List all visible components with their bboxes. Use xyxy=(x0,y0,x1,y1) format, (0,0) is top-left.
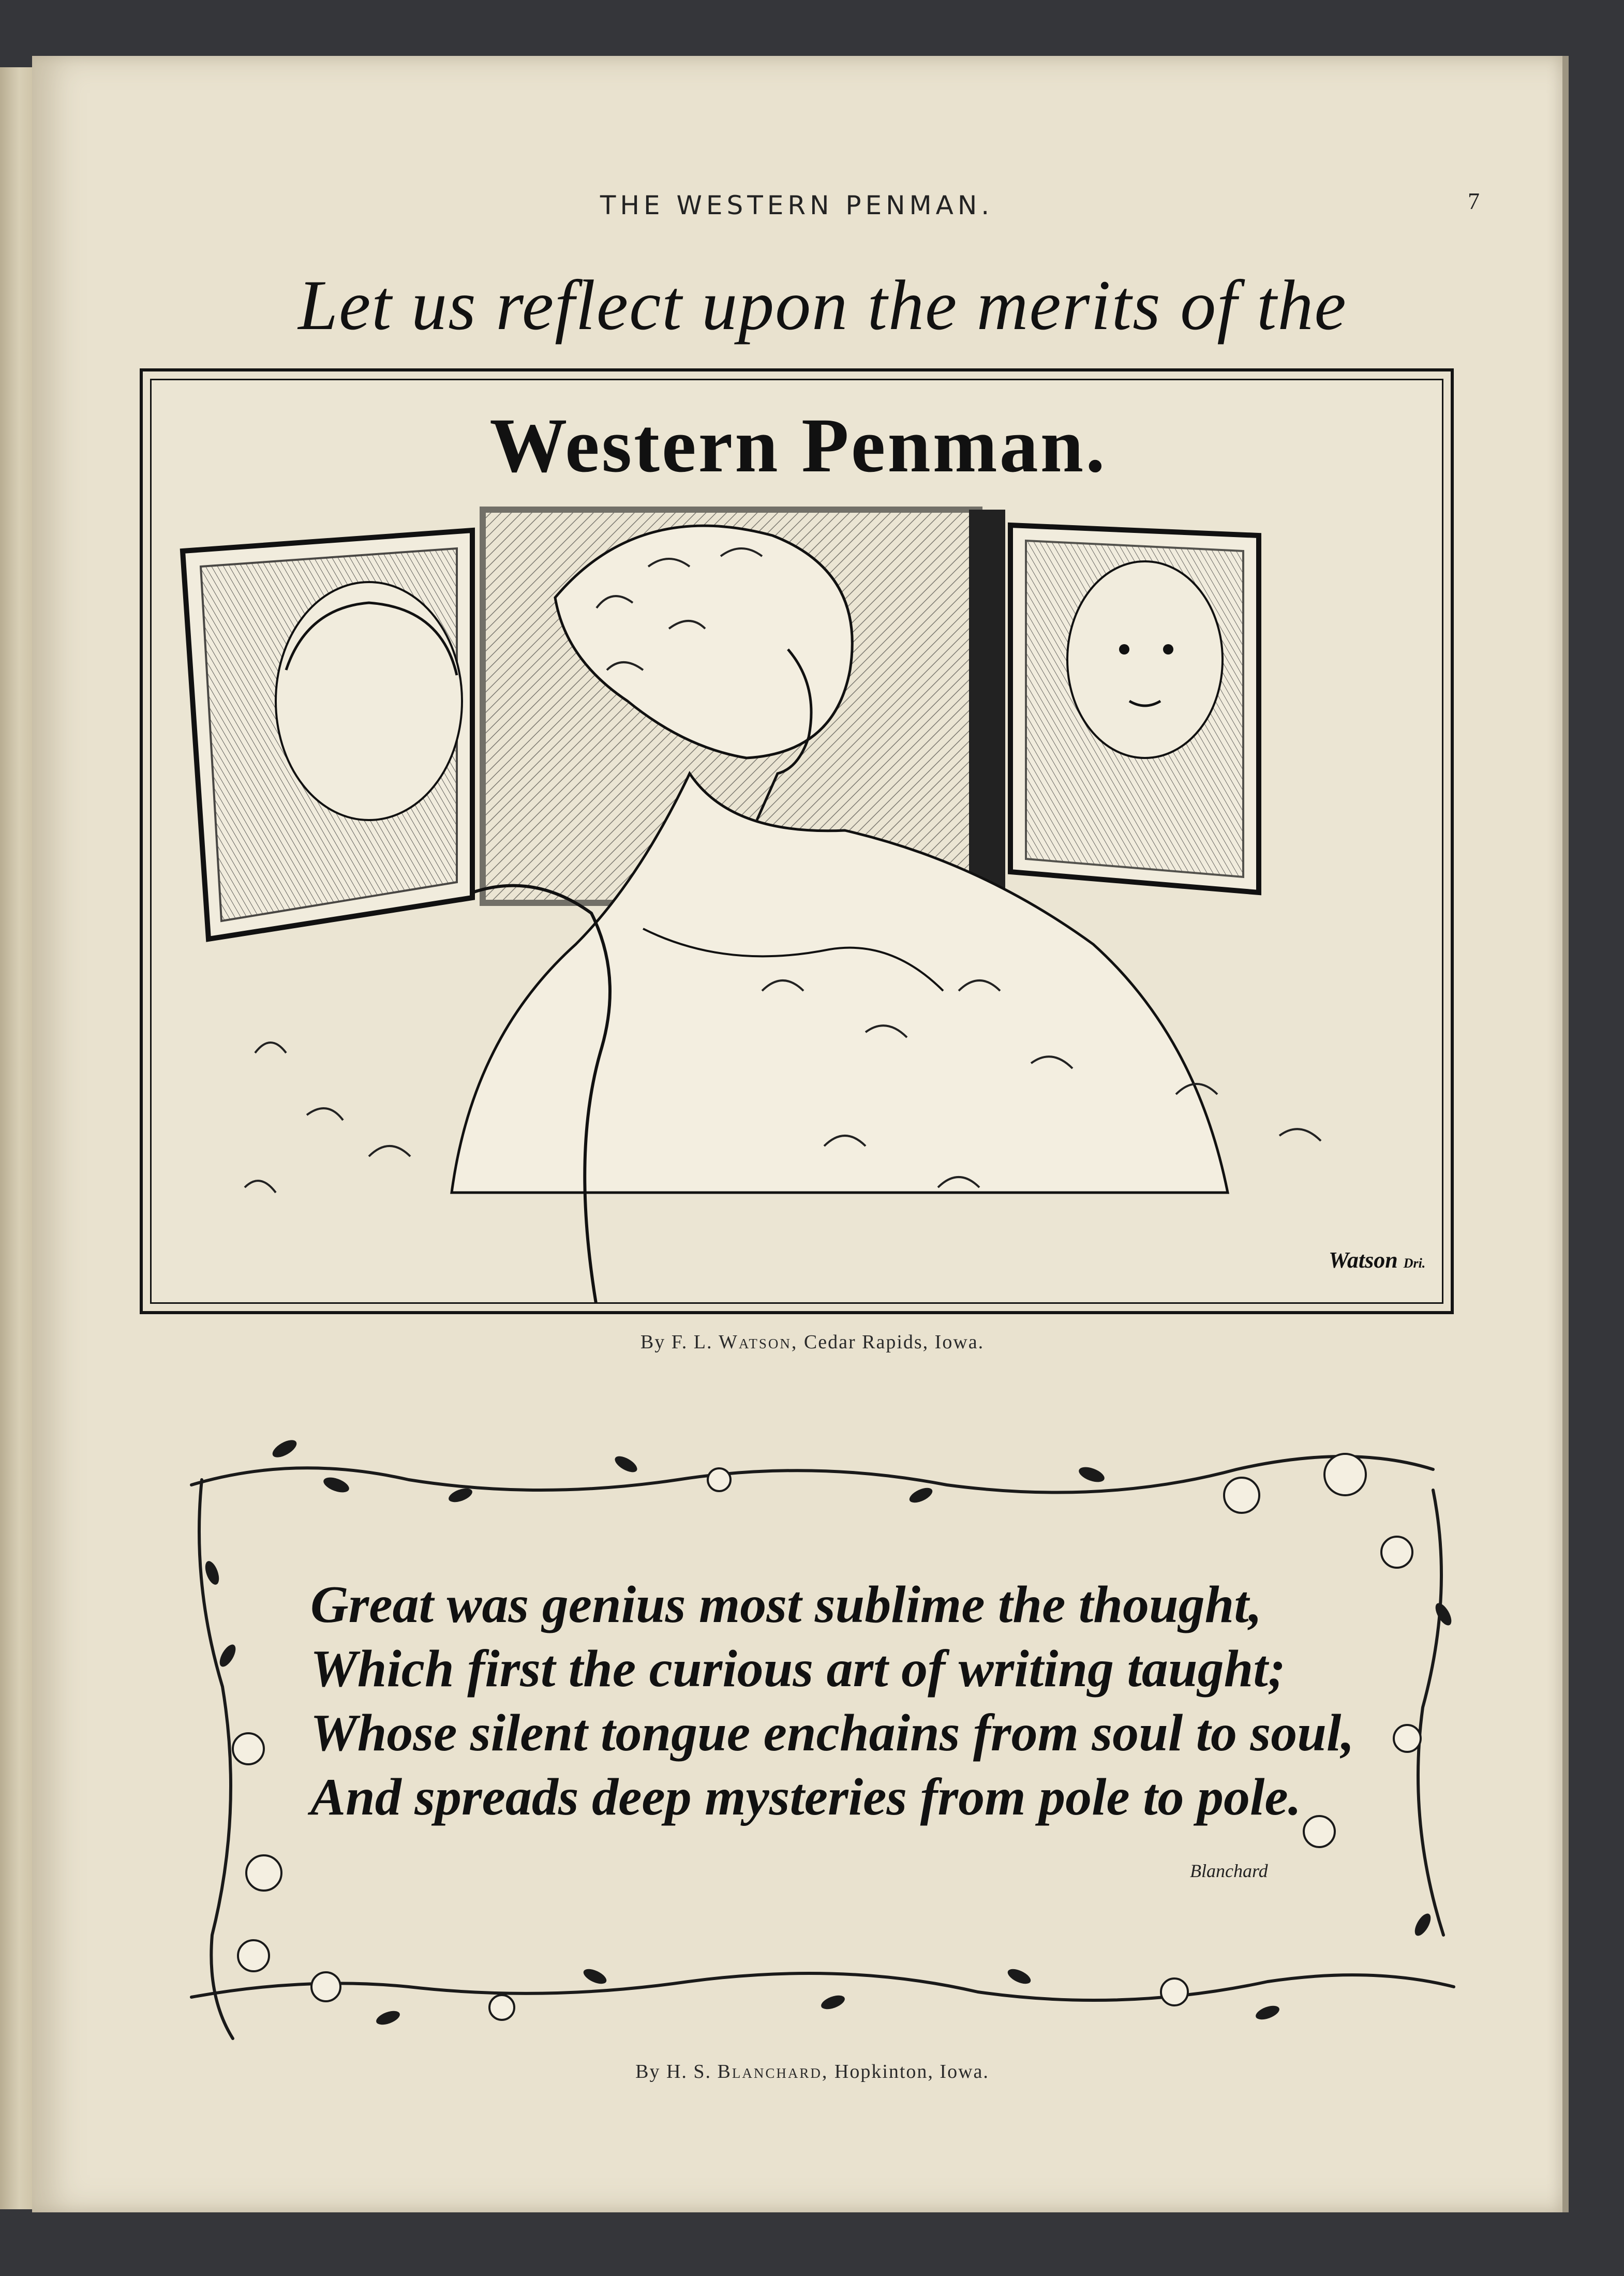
illustration-panel xyxy=(150,379,1443,1304)
poem-line: Great was genius most sublime the thought, xyxy=(310,1575,1262,1634)
caption-prefix: By F. L. xyxy=(640,1331,713,1353)
caption-name: Blanchard, xyxy=(717,2061,829,2082)
illustration-caption xyxy=(450,1331,1174,1353)
poem-line: Whose silent tongue enchains from soul to soul, xyxy=(310,1704,1354,1762)
left-mirror xyxy=(183,530,472,939)
caption-prefix: By H. S. xyxy=(635,2061,712,2082)
poem-line: And spreads deep mysteries from pole to pole. xyxy=(310,1768,1302,1826)
facing-page-edge xyxy=(0,67,32,2209)
signature-name: Watson xyxy=(1329,1247,1398,1273)
three-mirror-portrait-illustration xyxy=(152,380,1443,1304)
poem xyxy=(310,1573,1354,1829)
artist-signature-blanchard: Blanchard xyxy=(1190,1861,1268,1881)
artist-signature-watson xyxy=(1329,1247,1425,1273)
frame-title: Western Penman. xyxy=(489,403,1107,488)
caption-place: Cedar Rapids, Iowa. xyxy=(803,1331,985,1353)
caption-name: Watson, xyxy=(719,1331,798,1353)
caption-place: Hopkinton, Iowa. xyxy=(834,2061,989,2082)
running-head: THE WESTERN PENMAN. xyxy=(600,190,994,220)
page-stack-edge xyxy=(1562,56,1569,2212)
poem-line: Which first the curious art of writing taught; xyxy=(310,1640,1286,1698)
signature-suffix: Dri. xyxy=(1403,1256,1426,1271)
script-header: Let us reflect upon the merits of the xyxy=(298,265,1347,345)
penmanship-caption xyxy=(450,2060,1174,2083)
page-number: 7 xyxy=(1468,188,1480,214)
right-mirror xyxy=(1010,525,1259,892)
